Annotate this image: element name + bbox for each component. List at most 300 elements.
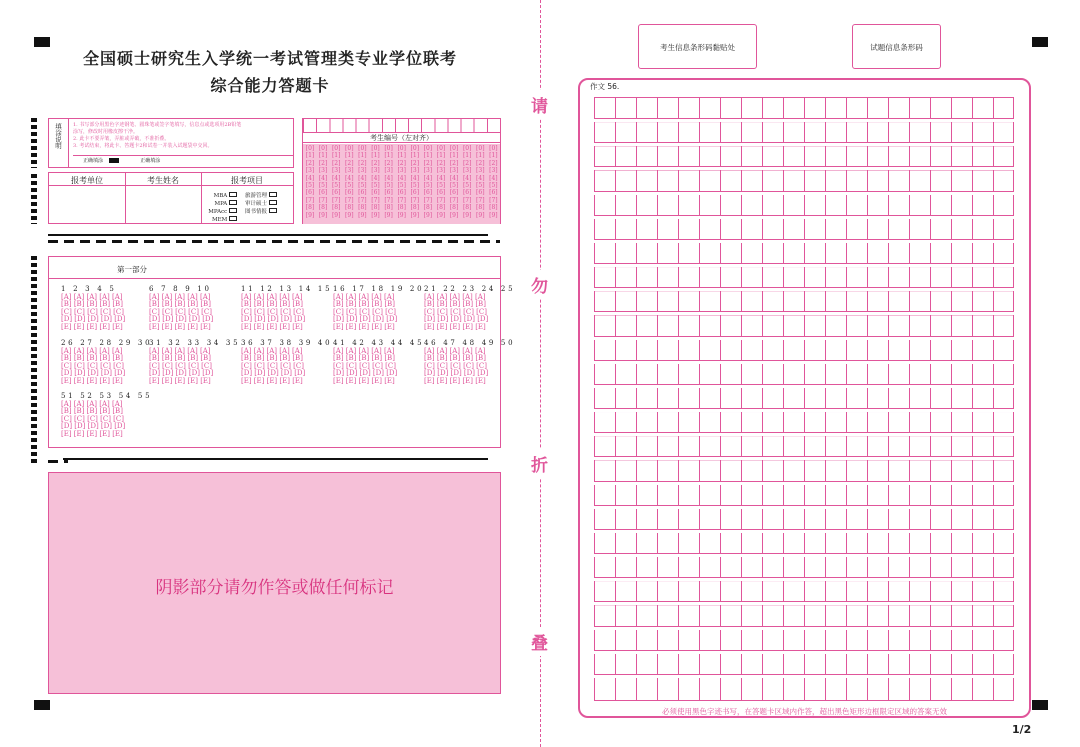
id-digit-bubble[interactable]: [8] bbox=[449, 204, 459, 212]
answer-option-row[interactable]: [C] [C] [C] [C] [C] bbox=[61, 307, 124, 316]
id-digit-bubble[interactable]: [4] bbox=[489, 174, 498, 182]
registration-mark bbox=[1032, 700, 1048, 710]
id-digit-bubble[interactable]: [4] bbox=[476, 174, 485, 182]
id-digit-bubble[interactable]: [3] bbox=[305, 167, 315, 175]
id-digit-bubble[interactable]: [2] bbox=[305, 159, 315, 167]
wrong-fill-label: 正确填涂 bbox=[140, 158, 161, 164]
id-digit-bubble[interactable]: [5] bbox=[397, 182, 406, 190]
answer-option-row[interactable]: [B] [B] [B] [B] [B] bbox=[424, 354, 486, 363]
id-digit-bubble[interactable]: [1] bbox=[462, 152, 472, 160]
answer-option-row[interactable]: [B] [B] [B] [B] [B] bbox=[333, 354, 395, 363]
id-digit-bubble[interactable]: [2] bbox=[358, 159, 367, 167]
id-digit-bubble[interactable]: [9] bbox=[345, 211, 354, 219]
essay-writing-grid[interactable] bbox=[594, 97, 1014, 701]
id-digit-bubble[interactable]: [0] bbox=[489, 145, 498, 152]
id-digit-bubble[interactable]: [6] bbox=[436, 189, 446, 197]
id-digit-bubble[interactable]: [6] bbox=[489, 189, 498, 197]
id-digit-bubble[interactable]: [4] bbox=[371, 174, 380, 182]
answer-option-row[interactable]: [B] [B] [B] [B] [B] bbox=[149, 300, 211, 309]
candidate-id-bubbles[interactable] bbox=[303, 144, 500, 224]
answer-option-row[interactable]: [E] [E] [E] [E] [E] bbox=[241, 376, 303, 385]
id-digit-bubble[interactable]: [1] bbox=[371, 152, 380, 160]
id-digit-bubble[interactable]: [1] bbox=[436, 152, 446, 160]
answer-option-row[interactable]: [A] [A] [A] [A] [A] bbox=[149, 346, 211, 355]
id-digit-bubble[interactable]: [4] bbox=[384, 174, 393, 182]
id-digit-bubble[interactable]: [5] bbox=[423, 182, 433, 190]
filled-mark-sample bbox=[109, 158, 119, 163]
project-options-left: MBA MPA MPAcc MEM bbox=[205, 192, 237, 224]
question-group bbox=[333, 285, 425, 332]
question-group bbox=[61, 285, 126, 332]
id-digit-bubble[interactable]: [7] bbox=[462, 196, 472, 204]
mpacc-checkbox[interactable] bbox=[229, 208, 237, 213]
candidate-id-column[interactable] bbox=[317, 145, 329, 219]
answer-option-row[interactable]: [C] [C] [C] [C] [C] bbox=[61, 414, 124, 423]
question-group bbox=[333, 339, 425, 386]
answer-option-row[interactable]: [D] [D] [D] [D] [D] bbox=[333, 369, 398, 378]
id-digit-bubble[interactable]: [3] bbox=[449, 167, 459, 175]
candidate-id-column[interactable] bbox=[422, 145, 434, 219]
question-group bbox=[61, 339, 153, 386]
id-digit-bubble[interactable]: [6] bbox=[345, 189, 354, 197]
row-gap bbox=[594, 650, 1014, 654]
candidate-id-column[interactable] bbox=[435, 145, 447, 219]
row-gap bbox=[594, 384, 1014, 388]
timing-marks bbox=[31, 174, 37, 224]
question-numbers: 31 32 33 34 35 bbox=[149, 339, 241, 347]
id-digit-bubble[interactable]: [2] bbox=[449, 159, 459, 167]
essay-label: 作文 56. bbox=[590, 82, 620, 91]
answer-option-row[interactable]: [C] [C] [C] [C] [C] bbox=[424, 307, 487, 316]
id-digit-bubble[interactable]: [5] bbox=[384, 182, 393, 190]
answer-option-row[interactable]: [B] [B] [B] [B] [B] bbox=[61, 354, 123, 363]
fold-text: 请 bbox=[531, 90, 548, 119]
id-digit-bubble[interactable]: [1] bbox=[423, 152, 433, 160]
row-gap bbox=[594, 239, 1014, 243]
id-digit-bubble[interactable]: [7] bbox=[305, 196, 315, 204]
id-digit-bubble[interactable]: [8] bbox=[358, 204, 367, 212]
answer-option-row[interactable]: [D] [D] [D] [D] [D] bbox=[149, 315, 214, 324]
id-digit-bubble[interactable]: [9] bbox=[371, 211, 380, 219]
candidate-id-column[interactable] bbox=[448, 145, 460, 219]
id-digit-bubble[interactable]: [3] bbox=[423, 167, 433, 175]
row-gap bbox=[594, 166, 1014, 170]
id-digit-bubble[interactable]: [7] bbox=[358, 196, 367, 204]
question-group bbox=[241, 339, 333, 386]
id-digit-bubble[interactable]: [3] bbox=[462, 167, 472, 175]
id-digit-bubble[interactable]: [2] bbox=[318, 159, 328, 167]
id-digit-bubble[interactable]: [0] bbox=[384, 145, 393, 152]
id-digit-bubble[interactable]: [5] bbox=[410, 182, 420, 190]
id-digit-bubble[interactable]: [8] bbox=[384, 204, 393, 212]
tourism-checkbox[interactable] bbox=[269, 192, 277, 197]
id-digit-bubble[interactable]: [8] bbox=[462, 204, 472, 212]
id-digit-bubble[interactable]: [6] bbox=[476, 189, 485, 197]
candidate-id-column[interactable] bbox=[487, 145, 499, 219]
answer-option-row[interactable]: [C] [C] [C] [C] [C] bbox=[149, 361, 212, 370]
answer-option-row[interactable]: [D] [D] [D] [D] [D] bbox=[61, 422, 126, 431]
registration-mark bbox=[1032, 37, 1048, 47]
answer-option-row[interactable]: [D] [D] [D] [D] [D] bbox=[241, 369, 306, 378]
row-gap bbox=[594, 626, 1014, 630]
answer-option-row[interactable]: [D] [D] [D] [D] [D] bbox=[241, 315, 306, 324]
answer-option-row[interactable]: [E] [E] [E] [E] [E] bbox=[61, 376, 123, 385]
question-group bbox=[424, 285, 516, 332]
id-digit-bubble[interactable]: [8] bbox=[476, 204, 485, 212]
id-digit-bubble[interactable]: [2] bbox=[397, 159, 406, 167]
row-gap bbox=[594, 311, 1014, 315]
question-numbers: 11 12 13 14 15 bbox=[241, 285, 333, 293]
exam-barcode-label: 试题信息条形码 bbox=[870, 43, 923, 52]
exam-barcode-area[interactable] bbox=[852, 24, 941, 69]
shaded-no-answer-area bbox=[48, 472, 501, 694]
id-digit-bubble[interactable]: [9] bbox=[449, 211, 459, 219]
info-table bbox=[48, 172, 294, 224]
audit-checkbox[interactable] bbox=[269, 200, 277, 205]
id-digit-bubble[interactable]: [7] bbox=[423, 196, 433, 204]
answer-option-row[interactable]: [E] [E] [E] [E] [E] bbox=[424, 376, 486, 385]
answer-option-row[interactable]: [B] [B] [B] [B] [B] bbox=[424, 300, 486, 309]
candidate-barcode-area[interactable] bbox=[638, 24, 757, 69]
instructions-box bbox=[48, 118, 294, 168]
id-digit-bubble[interactable]: [8] bbox=[397, 204, 406, 212]
id-digit-bubble[interactable]: [5] bbox=[462, 182, 472, 190]
id-digit-bubble[interactable]: [4] bbox=[318, 174, 328, 182]
id-digit-bubble[interactable]: [1] bbox=[397, 152, 406, 160]
id-digit-bubble[interactable]: [8] bbox=[410, 204, 420, 212]
id-digit-bubble[interactable]: [3] bbox=[318, 167, 328, 175]
answer-option-row[interactable]: [A] [A] [A] [A] [A] bbox=[241, 292, 303, 301]
answer-option-row[interactable]: [C] [C] [C] [C] [C] bbox=[333, 307, 396, 316]
correct-fill-label: 正确填涂 bbox=[83, 158, 104, 164]
id-digit-bubble[interactable]: [6] bbox=[331, 189, 341, 197]
answer-option-row[interactable]: [B] [B] [B] [B] [B] bbox=[241, 354, 303, 363]
name-field[interactable] bbox=[126, 187, 201, 223]
id-digit-bubble[interactable]: [7] bbox=[489, 196, 498, 204]
answer-option-row[interactable]: [C] [C] [C] [C] [C] bbox=[333, 361, 396, 370]
id-digit-bubble[interactable]: [8] bbox=[345, 204, 354, 212]
id-digit-bubble[interactable]: [8] bbox=[423, 204, 433, 212]
id-digit-bubble[interactable]: [3] bbox=[331, 167, 341, 175]
answer-option-row[interactable]: [A] [A] [A] [A] [A] bbox=[149, 292, 211, 301]
row-gap bbox=[594, 287, 1014, 291]
id-digit-bubble[interactable]: [1] bbox=[410, 152, 420, 160]
id-digit-bubble[interactable]: [1] bbox=[489, 152, 498, 160]
id-digit-bubble[interactable]: [7] bbox=[410, 196, 420, 204]
id-digit-bubble[interactable]: [0] bbox=[449, 145, 459, 152]
id-digit-bubble[interactable]: [3] bbox=[410, 167, 420, 175]
id-digit-bubble[interactable]: [7] bbox=[371, 196, 380, 204]
id-digit-bubble[interactable]: [6] bbox=[371, 189, 380, 197]
part-one-label: 第一部分 bbox=[117, 265, 147, 274]
answer-option-row[interactable]: [C] [C] [C] [C] [C] bbox=[149, 307, 212, 316]
id-digit-bubble[interactable]: [7] bbox=[331, 196, 341, 204]
fold-text: 叠 bbox=[531, 627, 548, 656]
question-group bbox=[149, 339, 241, 386]
unit-field[interactable] bbox=[49, 187, 125, 223]
id-digit-bubble[interactable]: [1] bbox=[305, 152, 315, 160]
id-digit-bubble[interactable]: [3] bbox=[345, 167, 354, 175]
id-digit-bubble[interactable]: [6] bbox=[423, 189, 433, 197]
id-digit-bubble[interactable]: [4] bbox=[423, 174, 433, 182]
id-digit-bubble[interactable]: [2] bbox=[489, 159, 498, 167]
id-digit-bubble[interactable]: [9] bbox=[476, 211, 485, 219]
candidate-id-column[interactable] bbox=[330, 145, 342, 219]
id-digit-bubble[interactable]: [3] bbox=[436, 167, 446, 175]
id-digit-bubble[interactable]: [9] bbox=[384, 211, 393, 219]
id-digit-bubble[interactable]: [2] bbox=[423, 159, 433, 167]
id-digit-bubble[interactable]: [9] bbox=[318, 211, 328, 219]
id-digit-bubble[interactable]: [3] bbox=[371, 167, 380, 175]
question-numbers: 36 37 38 39 40 bbox=[241, 339, 333, 347]
question-group bbox=[424, 339, 516, 386]
question-numbers: 6 7 8 9 10 bbox=[149, 285, 212, 293]
page-subtitle: 综合能力答题卡 bbox=[210, 76, 330, 95]
row-gap bbox=[594, 215, 1014, 219]
id-digit-bubble[interactable]: [7] bbox=[397, 196, 406, 204]
id-digit-bubble[interactable]: [5] bbox=[305, 182, 315, 190]
registration-mark bbox=[34, 700, 50, 710]
id-digit-bubble[interactable]: [7] bbox=[476, 196, 485, 204]
question-numbers: 41 42 43 44 45 bbox=[333, 339, 425, 347]
instructions-text: 1. 书写部分用黑色字迹钢笔、圆珠笔或签字笔填写，信息点或选项用2B铅笔 涂写，修改时用橡皮擦干净。 2. 此卡不要弄皱，弄脏或弄破，不准折叠。 3. 考试结束，将此卡、答题卡2和试卷一并装入试题袋中交回。 bbox=[73, 122, 242, 149]
candidate-id-column[interactable] bbox=[356, 145, 368, 219]
id-digit-bubble[interactable]: [2] bbox=[371, 159, 380, 167]
id-digit-bubble[interactable]: [0] bbox=[358, 145, 367, 152]
question-group bbox=[149, 285, 214, 332]
row-gap bbox=[594, 456, 1014, 460]
candidate-id-column[interactable] bbox=[383, 145, 395, 219]
id-digit-bubble[interactable]: [0] bbox=[410, 145, 420, 152]
answer-option-row[interactable]: [B] [B] [B] [B] [B] bbox=[333, 300, 395, 309]
id-digit-bubble[interactable]: [7] bbox=[384, 196, 393, 204]
answer-option-row[interactable]: [A] [A] [A] [A] [A] bbox=[333, 346, 395, 355]
question-numbers: 26 27 28 29 30 bbox=[61, 339, 153, 347]
row-gap bbox=[594, 481, 1014, 485]
id-digit-bubble[interactable]: [2] bbox=[436, 159, 446, 167]
id-digit-bubble[interactable]: [0] bbox=[397, 145, 406, 152]
id-digit-bubble[interactable]: [1] bbox=[331, 152, 341, 160]
answer-option-row[interactable]: [E] [E] [E] [E] [E] bbox=[333, 376, 395, 385]
answer-option-row[interactable]: [A] [A] [A] [A] [A] bbox=[424, 292, 486, 301]
mba-checkbox[interactable] bbox=[229, 192, 237, 197]
id-digit-bubble[interactable]: [8] bbox=[318, 204, 328, 212]
separator bbox=[48, 234, 488, 236]
id-digit-bubble[interactable]: [6] bbox=[318, 189, 328, 197]
answer-option-row[interactable]: [B] [B] [B] [B] [B] bbox=[241, 300, 303, 309]
answer-option-row[interactable]: [A] [A] [A] [A] [A] bbox=[61, 346, 123, 355]
id-digit-bubble[interactable]: [4] bbox=[397, 174, 406, 182]
id-digit-bubble[interactable]: [6] bbox=[305, 189, 315, 197]
id-digit-bubble[interactable]: [8] bbox=[305, 204, 315, 212]
mem-checkbox[interactable] bbox=[229, 216, 237, 221]
id-digit-bubble[interactable]: [0] bbox=[462, 145, 472, 152]
candidate-id-column[interactable] bbox=[409, 145, 421, 219]
id-digit-bubble[interactable]: [9] bbox=[358, 211, 367, 219]
id-digit-bubble[interactable]: [5] bbox=[331, 182, 341, 190]
candidate-id-column[interactable] bbox=[461, 145, 473, 219]
id-digit-bubble[interactable]: [4] bbox=[449, 174, 459, 182]
answer-option-row[interactable]: [D] [D] [D] [D] [D] bbox=[424, 315, 489, 324]
answer-option-row[interactable]: [C] [C] [C] [C] [C] bbox=[241, 361, 304, 370]
id-digit-bubble[interactable]: [6] bbox=[410, 189, 420, 197]
id-digit-bubble[interactable]: [4] bbox=[331, 174, 341, 182]
id-digit-bubble[interactable]: [9] bbox=[489, 211, 498, 219]
answer-option-row[interactable]: [B] [B] [B] [B] [B] bbox=[149, 354, 211, 363]
separator bbox=[48, 460, 68, 463]
id-digit-bubble[interactable]: [9] bbox=[436, 211, 446, 219]
id-digit-bubble[interactable]: [8] bbox=[371, 204, 380, 212]
id-digit-bubble[interactable]: [9] bbox=[423, 211, 433, 219]
id-digit-bubble[interactable]: [4] bbox=[436, 174, 446, 182]
candidate-id-column[interactable] bbox=[343, 145, 355, 219]
answer-option-row[interactable]: [B] [B] [B] [B] [B] bbox=[61, 300, 123, 309]
id-digit-bubble[interactable]: [6] bbox=[449, 189, 459, 197]
id-digit-bubble[interactable]: [1] bbox=[476, 152, 485, 160]
id-digit-bubble[interactable]: [4] bbox=[410, 174, 420, 182]
row-gap bbox=[594, 529, 1014, 533]
library-checkbox[interactable] bbox=[269, 208, 277, 213]
id-digit-bubble[interactable]: [0] bbox=[476, 145, 485, 152]
id-digit-bubble[interactable]: [3] bbox=[397, 167, 406, 175]
candidate-id-write-boxes[interactable] bbox=[303, 119, 500, 133]
fold-text: 勿 bbox=[531, 270, 548, 299]
answer-option-row[interactable]: [B] [B] [B] [B] [B] bbox=[61, 407, 123, 416]
id-digit-bubble[interactable]: [4] bbox=[305, 174, 315, 182]
id-digit-bubble[interactable]: [9] bbox=[397, 211, 406, 219]
page-title: 全国硕士研究生入学统一考试管理类专业学位联考 bbox=[82, 49, 457, 68]
question-numbers: 1 2 3 4 5 bbox=[61, 285, 117, 293]
id-digit-bubble[interactable]: [6] bbox=[384, 189, 393, 197]
id-digit-bubble[interactable]: [3] bbox=[358, 167, 367, 175]
candidate-id-column[interactable] bbox=[396, 145, 408, 219]
answer-option-row[interactable]: [A] [A] [A] [A] [A] bbox=[241, 346, 303, 355]
candidate-id-column[interactable] bbox=[474, 145, 486, 219]
candidate-id-column[interactable] bbox=[370, 145, 382, 219]
answer-option-row[interactable]: [E] [E] [E] [E] [E] bbox=[333, 322, 395, 331]
answer-option-row[interactable]: [E] [E] [E] [E] [E] bbox=[424, 322, 486, 331]
id-digit-bubble[interactable]: [0] bbox=[423, 145, 433, 152]
id-digit-bubble[interactable]: [8] bbox=[489, 204, 498, 212]
id-digit-bubble[interactable]: [5] bbox=[358, 182, 367, 190]
answer-option-row[interactable]: [E] [E] [E] [E] [E] bbox=[61, 429, 123, 438]
answer-option-row[interactable]: [E] [E] [E] [E] [E] bbox=[149, 322, 211, 331]
question-group bbox=[61, 392, 153, 439]
id-digit-bubble[interactable]: [0] bbox=[345, 145, 354, 152]
answer-option-row[interactable]: [C] [C] [C] [C] [C] bbox=[61, 361, 124, 370]
answer-option-row[interactable]: [A] [A] [A] [A] [A] bbox=[333, 292, 395, 301]
answer-option-row[interactable]: [E] [E] [E] [E] [E] bbox=[61, 322, 123, 331]
id-digit-bubble[interactable]: [1] bbox=[358, 152, 367, 160]
answer-option-row[interactable]: [D] [D] [D] [D] [D] bbox=[424, 369, 489, 378]
id-digit-bubble[interactable]: [9] bbox=[305, 211, 315, 219]
id-digit-bubble[interactable]: [0] bbox=[371, 145, 380, 152]
mpa-checkbox[interactable] bbox=[229, 200, 237, 205]
row-gap bbox=[594, 601, 1014, 605]
id-digit-bubble[interactable]: [7] bbox=[449, 196, 459, 204]
row-gap bbox=[594, 432, 1014, 436]
answer-option-row[interactable]: [A] [A] [A] [A] [A] bbox=[61, 292, 123, 301]
answer-option-row[interactable]: [A] [A] [A] [A] [A] bbox=[424, 346, 486, 355]
id-digit-bubble[interactable]: [1] bbox=[345, 152, 354, 160]
id-digit-bubble[interactable]: [8] bbox=[436, 204, 446, 212]
id-digit-bubble[interactable]: [9] bbox=[462, 211, 472, 219]
question-group bbox=[241, 285, 333, 332]
answer-option-row[interactable]: [D] [D] [D] [D] [D] bbox=[61, 315, 126, 324]
id-digit-bubble[interactable]: [2] bbox=[345, 159, 354, 167]
id-digit-bubble[interactable]: [1] bbox=[318, 152, 328, 160]
project-header: 报考项目 bbox=[231, 176, 263, 185]
answer-option-row[interactable]: [D] [D] [D] [D] [D] bbox=[149, 369, 214, 378]
id-digit-bubble[interactable]: [2] bbox=[410, 159, 420, 167]
id-digit-bubble[interactable]: [9] bbox=[410, 211, 420, 219]
id-digit-bubble[interactable]: [5] bbox=[345, 182, 354, 190]
id-digit-bubble[interactable]: [5] bbox=[436, 182, 446, 190]
id-digit-bubble[interactable]: [3] bbox=[489, 167, 498, 175]
id-digit-bubble[interactable]: [5] bbox=[489, 182, 498, 190]
row-gap bbox=[594, 118, 1014, 122]
timing-marks bbox=[31, 256, 37, 466]
id-digit-bubble[interactable]: [7] bbox=[318, 196, 328, 204]
answer-option-row[interactable]: [C] [C] [C] [C] [C] bbox=[424, 361, 487, 370]
question-numbers: 16 17 18 19 20 bbox=[333, 285, 425, 293]
id-digit-bubble[interactable]: [0] bbox=[436, 145, 446, 152]
row-gap bbox=[594, 577, 1014, 581]
row-gap bbox=[594, 142, 1014, 146]
answer-option-row[interactable]: [A] [A] [A] [A] [A] bbox=[61, 399, 123, 408]
id-digit-bubble[interactable]: [0] bbox=[331, 145, 341, 152]
fold-text: 折 bbox=[531, 449, 548, 478]
candidate-id-column[interactable] bbox=[304, 145, 316, 219]
answer-option-row[interactable]: [D] [D] [D] [D] [D] bbox=[333, 315, 398, 324]
id-digit-bubble[interactable]: [4] bbox=[462, 174, 472, 182]
answer-option-row[interactable]: [E] [E] [E] [E] [E] bbox=[149, 376, 211, 385]
row-gap bbox=[594, 191, 1014, 195]
id-digit-bubble[interactable]: [1] bbox=[449, 152, 459, 160]
row-gap bbox=[594, 263, 1014, 267]
id-digit-bubble[interactable]: [9] bbox=[331, 211, 341, 219]
project-options-right: 旅游管理 审计硕士 图书情报 bbox=[245, 192, 291, 216]
timing-marks bbox=[31, 118, 37, 168]
separator bbox=[48, 240, 500, 243]
id-digit-bubble[interactable]: [5] bbox=[476, 182, 485, 190]
id-digit-bubble[interactable]: [0] bbox=[318, 145, 328, 152]
id-digit-bubble[interactable]: [8] bbox=[331, 204, 341, 212]
id-digit-bubble[interactable]: [5] bbox=[371, 182, 380, 190]
id-digit-bubble[interactable]: [5] bbox=[318, 182, 328, 190]
shaded-area-text: 阴影部分请勿作答或做任何标记 bbox=[155, 578, 394, 598]
answer-option-row[interactable]: [E] [E] [E] [E] [E] bbox=[241, 322, 303, 331]
id-digit-bubble[interactable]: [7] bbox=[436, 196, 446, 204]
id-digit-bubble[interactable]: [3] bbox=[476, 167, 485, 175]
id-digit-bubble[interactable]: [1] bbox=[384, 152, 393, 160]
id-digit-bubble[interactable]: [6] bbox=[358, 189, 367, 197]
id-digit-bubble[interactable]: [0] bbox=[305, 145, 315, 152]
id-digit-bubble[interactable]: [6] bbox=[397, 189, 406, 197]
id-digit-bubble[interactable]: [4] bbox=[358, 174, 367, 182]
answer-option-row[interactable]: [D] [D] [D] [D] [D] bbox=[61, 369, 126, 378]
id-digit-bubble[interactable]: [2] bbox=[462, 159, 472, 167]
id-digit-bubble[interactable]: [7] bbox=[345, 196, 354, 204]
id-digit-bubble[interactable]: [2] bbox=[384, 159, 393, 167]
id-digit-bubble[interactable]: [4] bbox=[345, 174, 354, 182]
id-digit-bubble[interactable]: [6] bbox=[462, 189, 472, 197]
id-digit-bubble[interactable]: [5] bbox=[449, 182, 459, 190]
id-digit-bubble[interactable]: [2] bbox=[331, 159, 341, 167]
answer-option-row[interactable]: [C] [C] [C] [C] [C] bbox=[241, 307, 304, 316]
id-digit-bubble[interactable]: [3] bbox=[384, 167, 393, 175]
id-digit-bubble[interactable]: [2] bbox=[476, 159, 485, 167]
